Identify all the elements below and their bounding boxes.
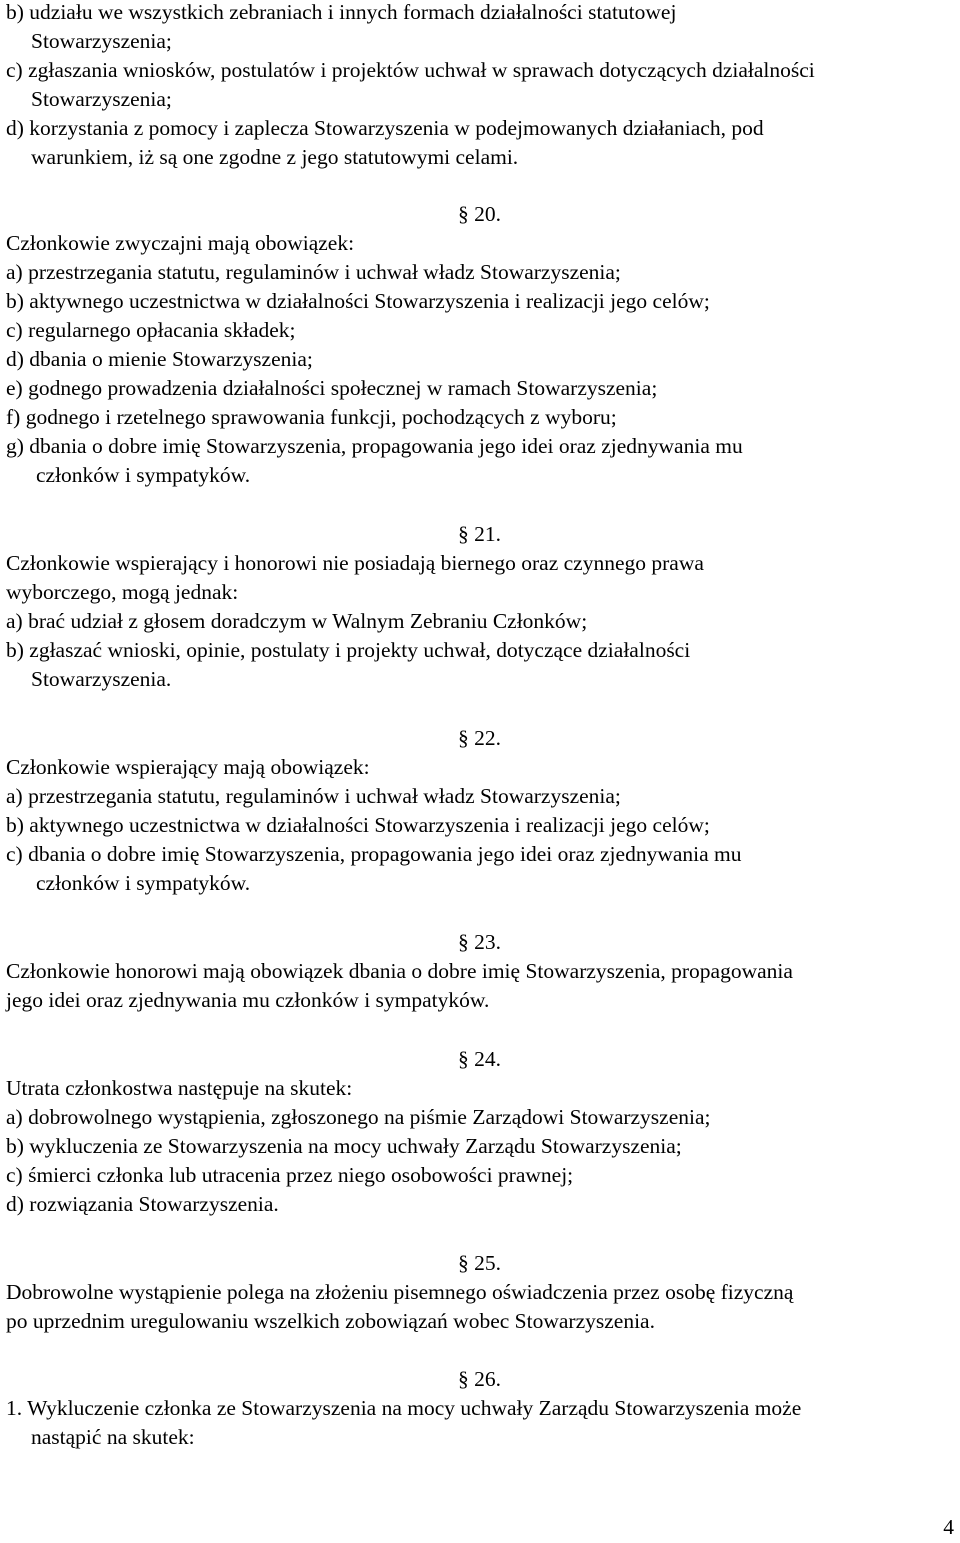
list-item: d) korzystania z pomocy i zaplecza Stowarzyszenia w podejmowanych działaniach, pod bbox=[6, 116, 764, 140]
list-item-continuation: Stowarzyszenia. bbox=[31, 667, 172, 691]
paragraph-line: po uprzednim uregulowaniu wszelkich zobowiązań wobec Stowarzyszenia. bbox=[6, 1309, 655, 1333]
section-heading-23: § 23. bbox=[458, 930, 501, 954]
section-intro: Członkowie zwyczajni mają obowiązek: bbox=[6, 231, 355, 255]
section-intro: Członkowie wspierający i honorowi nie posiadają biernego oraz czynnego prawa bbox=[6, 551, 704, 575]
section-heading-25: § 25. bbox=[458, 1251, 501, 1275]
list-item: a) przestrzegania statutu, regulaminów i uchwał władz Stowarzyszenia; bbox=[6, 260, 621, 284]
list-item: d) dbania o mienie Stowarzyszenia; bbox=[6, 347, 313, 371]
list-item-continuation: członków i sympatyków. bbox=[36, 871, 251, 895]
section-heading-20: § 20. bbox=[458, 202, 501, 226]
list-item: b) aktywnego uczestnictwa w działalności Stowarzyszenia i realizacji jego celów; bbox=[6, 289, 710, 313]
list-item-continuation: nastąpić na skutek: bbox=[31, 1425, 195, 1449]
list-item: b) udziału we wszystkich zebraniach i innych formach działalności statutowej bbox=[6, 0, 677, 24]
list-item: c) dbania o dobre imię Stowarzyszenia, propagowania jego idei oraz zjednywania mu bbox=[6, 842, 742, 866]
list-item: a) przestrzegania statutu, regulaminów i uchwał władz Stowarzyszenia; bbox=[6, 784, 621, 808]
paragraph-line: Członkowie honorowi mają obowiązek dbania o dobre imię Stowarzyszenia, propagowania bbox=[6, 959, 793, 983]
list-item: b) aktywnego uczestnictwa w działalności Stowarzyszenia i realizacji jego celów; bbox=[6, 813, 710, 837]
list-item: 1. Wykluczenie członka ze Stowarzyszenia na mocy uchwały Zarządu Stowarzyszenia może bbox=[6, 1396, 802, 1420]
list-item: c) zgłaszania wniosków, postulatów i projektów uchwał w sprawach dotyczących działalności bbox=[6, 58, 815, 82]
section-heading-21: § 21. bbox=[458, 522, 501, 546]
list-item-continuation: warunkiem, iż są one zgodne z jego statutowymi celami. bbox=[31, 145, 519, 169]
list-item: a) dobrowolnego wystąpienia, zgłoszonego na piśmie Zarządowi Stowarzyszenia; bbox=[6, 1105, 711, 1129]
section-intro: Członkowie wspierający mają obowiązek: bbox=[6, 755, 370, 779]
section-heading-26: § 26. bbox=[458, 1367, 501, 1391]
paragraph-line: Dobrowolne wystąpienie polega na złożeniu pisemnego oświadczenia przez osobę fizyczną bbox=[6, 1280, 794, 1304]
list-item-continuation: Stowarzyszenia; bbox=[31, 87, 172, 111]
section-intro: Utrata członkostwa następuje na skutek: bbox=[6, 1076, 353, 1100]
section-heading-22: § 22. bbox=[458, 726, 501, 750]
list-item: b) zgłaszać wnioski, opinie, postulaty i projekty uchwał, dotyczące działalności bbox=[6, 638, 691, 662]
list-item-continuation: członków i sympatyków. bbox=[36, 463, 251, 487]
section-heading-24: § 24. bbox=[458, 1047, 501, 1071]
list-item: b) wykluczenia ze Stowarzyszenia na mocy uchwały Zarządu Stowarzyszenia; bbox=[6, 1134, 682, 1158]
list-item: d) rozwiązania Stowarzyszenia. bbox=[6, 1192, 279, 1216]
paragraph-line: jego idei oraz zjednywania mu członków i sympatyków. bbox=[6, 988, 490, 1012]
list-item: g) dbania o dobre imię Stowarzyszenia, propagowania jego idei oraz zjednywania mu bbox=[6, 434, 743, 458]
list-item: e) godnego prowadzenia działalności społecznej w ramach Stowarzyszenia; bbox=[6, 376, 658, 400]
list-item: a) brać udział z głosem doradczym w Walnym Zebraniu Członków; bbox=[6, 609, 588, 633]
section-intro-continuation: wyborczego, mogą jednak: bbox=[6, 580, 239, 604]
list-item-continuation: Stowarzyszenia; bbox=[31, 29, 172, 53]
list-item: c) regularnego opłacania składek; bbox=[6, 318, 296, 342]
page-number: 4 bbox=[943, 1515, 954, 1539]
list-item: c) śmierci członka lub utracenia przez niego osobowości prawnej; bbox=[6, 1163, 574, 1187]
list-item: f) godnego i rzetelnego sprawowania funkcji, pochodzących z wyboru; bbox=[6, 405, 617, 429]
